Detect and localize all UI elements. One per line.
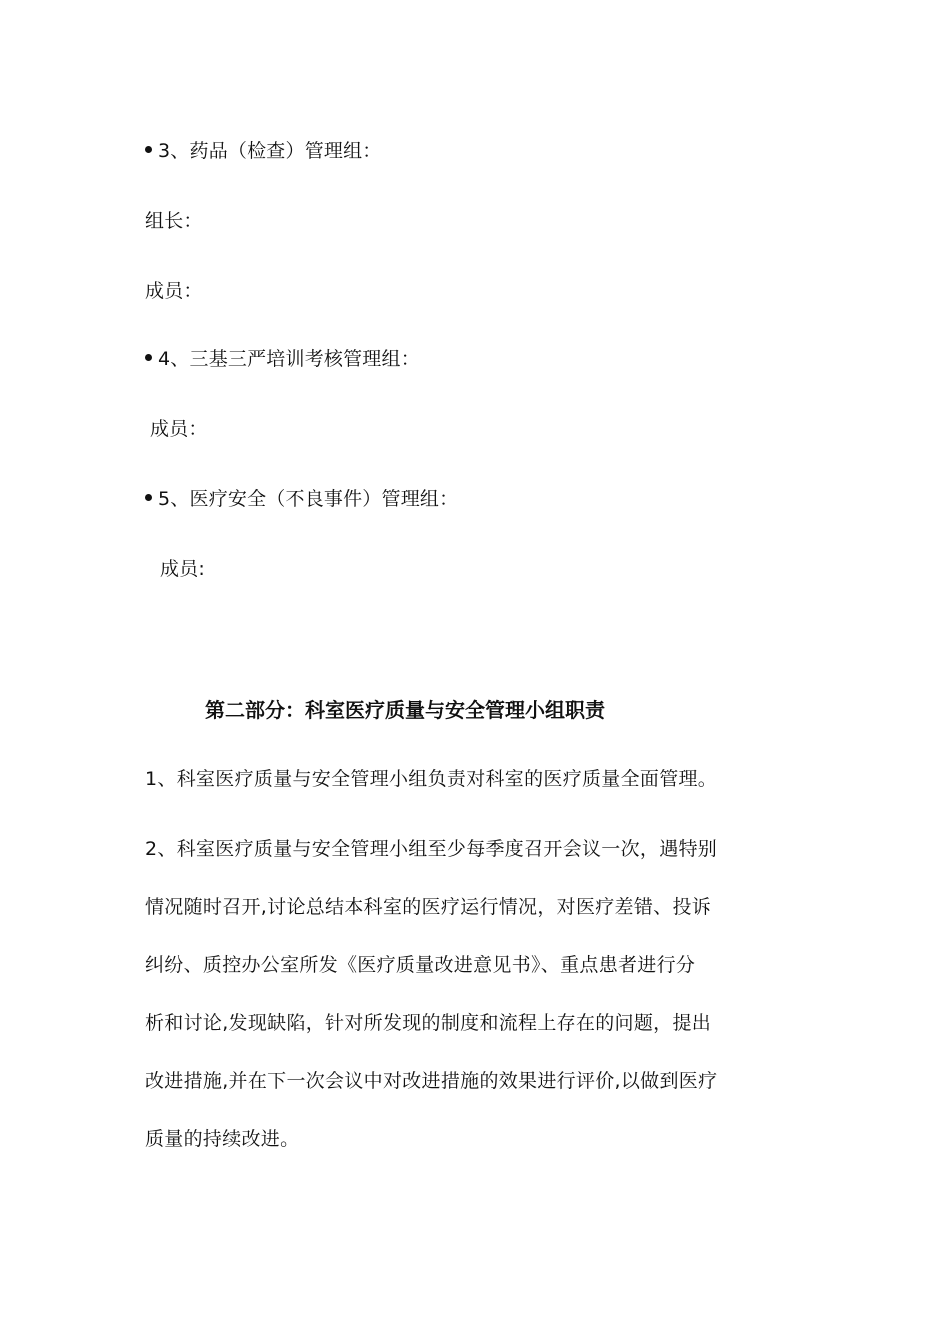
duty-item-2-line: 情况随时召开,讨论总结本科室的医疗运行情况，对医疗差错、投诉 (145, 896, 712, 918)
group4-heading (145, 347, 420, 371)
group5-members: 成员: (160, 558, 206, 580)
bullet-icon (145, 354, 152, 361)
group5-heading (145, 487, 458, 511)
group4-label: 4、三基三严培训考核管理组： (158, 348, 420, 370)
group3-leader: 组长： (145, 210, 203, 232)
duty-item-2-line: 纠纷、质控办公室所发《医疗质量改进意见书》、重点患者进行分 (145, 954, 696, 976)
duty-item-2-line: 改进措施,并在下一次会议中对改进措施的效果进行评价,以做到医疗 (145, 1070, 718, 1092)
section-title: 第二部分：科室医疗质量与安全管理小组职责 (205, 698, 605, 722)
bullet-icon (145, 494, 152, 501)
group3-label: 3、药品（检查）管理组： (158, 140, 382, 162)
bullet-icon (145, 146, 152, 153)
group3-members: 成员： (145, 280, 203, 302)
group5-label: 5、医疗安全（不良事件）管理组： (158, 488, 459, 510)
duty-item-2-line: 质量的持续改进。 (145, 1128, 300, 1150)
group4-members: 成员： (150, 418, 208, 440)
duty-item-2-line: 2、科室医疗质量与安全管理小组至少每季度召开会议一次，遇特别 (145, 838, 718, 860)
duty-item-2-line: 析和讨论,发现缺陷，针对所发现的制度和流程上存在的问题，提出 (145, 1012, 712, 1034)
group3-heading (145, 139, 382, 163)
duty-item-1: 1、科室医疗质量与安全管理小组负责对科室的医疗质量全面管理。 (145, 768, 718, 790)
